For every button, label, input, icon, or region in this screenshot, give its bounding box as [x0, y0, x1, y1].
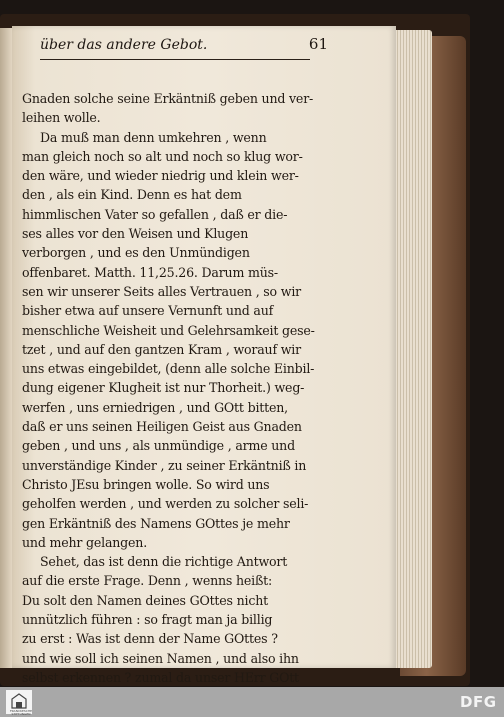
text-line: bisher etwa auf unsere Vernunft und auf: [22, 303, 274, 319]
text-line: gen Erkäntniß des Namens GOttes je mehr: [22, 515, 290, 531]
text-line: und mehr gelangen.: [22, 534, 148, 550]
text-line: verborgen , und es den Unmündigen: [22, 245, 250, 261]
dfg-logo: DFG: [460, 693, 497, 711]
institution-logo-text: FRANCKESCHE STIFTUNGEN: [9, 709, 33, 716]
text-line: Da muß man denn umkehren , wenn: [40, 129, 267, 145]
text-line: menschliche Weisheit und Gelehrsamkeit gese-: [22, 322, 315, 338]
page-edges: [392, 30, 432, 668]
text-line: selbst erkennen ? zumal da unser HErr GOtt: [22, 669, 299, 685]
text-line: Du solt den Namen deines GOttes nicht: [22, 592, 268, 608]
body-text: [22, 89, 315, 707]
text-line: uns etwas eingebildet, (denn alle solche Einbil-: [22, 361, 315, 377]
text-line: Christo JEsu bringen wolle. So wird uns: [22, 476, 270, 492]
text-line: werfen , uns erniedrigen , und GOtt bitten,: [22, 399, 288, 415]
text-line: daß er uns seinen Heiligen Geist aus Gnaden: [22, 419, 302, 435]
text-line: auf die erste Frage. Denn , wenns heißt:: [22, 573, 273, 589]
text-line: offenbaret. Matth. 11,25.26. Darum müs-: [22, 264, 278, 280]
text-line: geben , und uns , als unmündige , arme und: [22, 438, 295, 454]
running-header: [40, 35, 328, 60]
text-line: leihen wolle.: [22, 110, 101, 126]
text-line: unnützlich führen : so fragt man ja billig: [22, 612, 273, 628]
viewer-footer-bar: [0, 687, 504, 717]
text-line: Sehet, das ist denn die richtige Antwort: [40, 554, 288, 570]
text-line: himmlischen Vater so gefallen , daß er die-: [22, 206, 288, 222]
text-line: den wäre, und wieder niedrig und klein wer-: [22, 168, 299, 184]
text-line: unverständige Kinder , zu seiner Erkäntniß in: [22, 457, 307, 473]
text-line: zu erst : Was ist denn der Name GOttes ?: [22, 631, 278, 647]
text-line: und wie soll ich seinen Namen , und also ihn: [22, 650, 299, 666]
running-title: über das andere Gebot.: [40, 37, 208, 53]
page-number: 61: [308, 35, 328, 53]
text-line: den , als ein Kind. Denn es hat dem: [22, 187, 242, 203]
text-line: sen wir unserer Seits alles Vertrauen , so wir: [22, 283, 301, 299]
text-line: ses alles vor den Weisen und Klugen: [22, 226, 249, 242]
text-line: man gleich noch so alt und noch so klug wor-: [22, 148, 303, 164]
facing-page-edge: [0, 28, 12, 668]
text-line: Gnaden solche seine Erkäntniß geben und ver-: [22, 91, 314, 106]
text-line: geholfen werden , und werden zu solcher seli-: [22, 496, 309, 512]
text-line: dung eigener Klugheit ist nur Thorheit.) weg-: [22, 380, 305, 396]
text-line: tzet , und auf den gantzen Kram , worauf wir: [22, 341, 301, 357]
